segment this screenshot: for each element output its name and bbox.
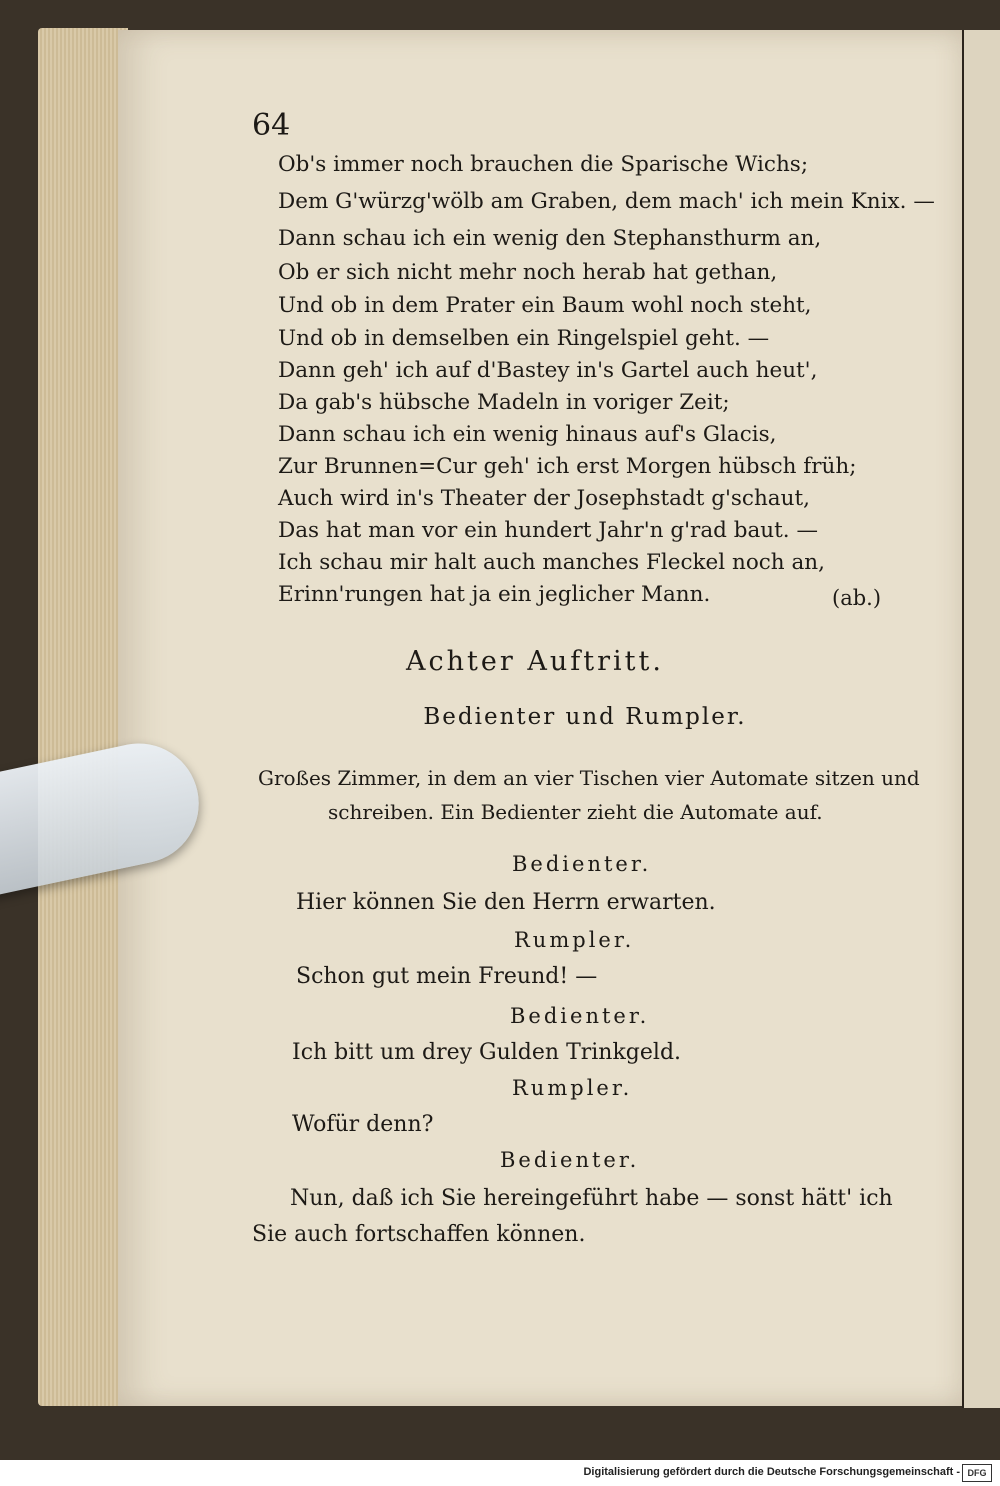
verse-line: Da gab's hübsche Madeln in voriger Zeit; — [278, 390, 730, 415]
dialogue-line: Ich bitt um drey Gulden Trinkgeld. — [292, 1040, 682, 1065]
verse-line: Und ob in demselben ein Ringelspiel geht. — — [278, 326, 770, 351]
verse-line: Dann schau ich ein wenig hinaus auf's Glacis, — [278, 422, 777, 447]
dfg-logo: DFG — [962, 1464, 992, 1482]
verse-line: Ob's immer noch brauchen die Sparische Wichs; — [278, 152, 809, 177]
stage-exit-note: (ab.) — [832, 586, 882, 610]
scene-title: Achter Auftritt. — [406, 646, 664, 677]
verse-line: Und ob in dem Prater ein Baum wohl noch steht, — [278, 293, 812, 318]
speaker-name: Bedienter. — [500, 1148, 640, 1172]
dialogue-line: Nun, daß ich Sie hereingeführt habe — sonst hätt' ich — [290, 1186, 893, 1211]
speaker-name: Bedienter. — [512, 852, 652, 876]
speaker-name: Rumpler. — [514, 928, 635, 952]
verse-line: Dann schau ich ein wenig den Stephansthurm an, — [278, 226, 822, 251]
speaker-name: Rumpler. — [512, 1076, 633, 1100]
scene-characters: Bedienter und Rumpler. — [423, 704, 747, 730]
stage-direction: Großes Zimmer, in dem an vier Tischen vier Automate sitzen und — [258, 766, 920, 790]
dialogue-line: Schon gut mein Freund! — — [296, 964, 598, 989]
verse-line: Ob er sich nicht mehr noch herab hat gethan, — [278, 260, 778, 285]
dialogue-line: Wofür denn? — [292, 1112, 434, 1137]
verse-line: Das hat man vor ein hundert Jahr'n g'rad baut. — — [278, 518, 818, 543]
verse-line: Dem G'würzg'wölb am Graben, dem mach' ich mein Knix. — — [278, 189, 935, 214]
verse-line: Erinn'rungen hat ja ein jeglicher Mann. — [278, 582, 711, 607]
page-number: 64 — [252, 108, 291, 143]
speaker-name: Bedienter. — [510, 1004, 650, 1028]
verse-line: Auch wird in's Theater der Josephstadt g'schaut, — [278, 486, 810, 511]
dialogue-line: Hier können Sie den Herrn erwarten. — [296, 890, 716, 915]
verse-line: Dann geh' ich auf d'Bastey in's Gartel auch heut', — [278, 358, 818, 383]
verse-line: Zur Brunnen=Cur geh' ich erst Morgen hübsch früh; — [278, 454, 857, 479]
verse-line: Ich schau mir halt auch manches Fleckel noch an, — [278, 550, 825, 575]
stage-direction: schreiben. Ein Bedienter zieht die Automate auf. — [328, 800, 823, 824]
digitization-credit: Digitalisierung gefördert durch die Deutsche Forschungsgemeinschaft - — [583, 1466, 960, 1478]
dialogue-line: Sie auch fortschaffen können. — [252, 1222, 586, 1247]
